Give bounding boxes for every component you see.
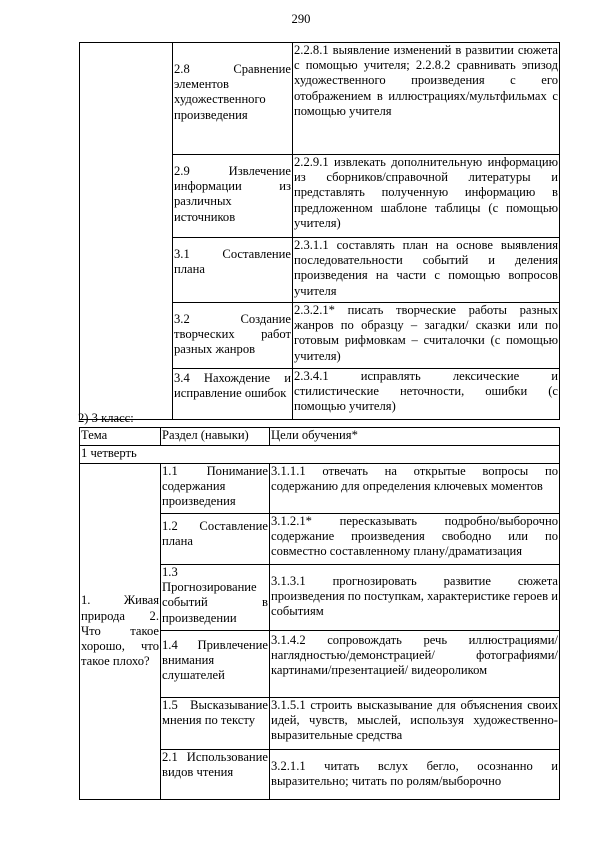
table-header-row [80, 428, 560, 446]
theme-cell-empty [80, 43, 173, 420]
theme-text: 1. Живая природа 2. Что такое хорошо, что такое плохо? [81, 593, 159, 669]
goals-cell: 2.2.8.1 выявление изменений в развитии сюжета с помощью учителя; 2.2.8.2 сравнивать эпизод художественного произведения с его отображением в иллюстрациях/мультфильмах с помощью учителя [293, 43, 560, 155]
section-cell: 1.1 Понимание содержания произведения [161, 464, 270, 514]
header-theme: Тема [80, 428, 161, 446]
goals-cell: 2.3.2.1* писать творческие работы разных жанров по образцу – загадки/ сказки или по готовым рифмовкам – считалочки (с помощью учителя) [293, 303, 560, 369]
goals-cell: 2.2.9.1 извлекать дополнительную информацию из сборников/справочной литературы и представлять полученную информацию в предложенном шаблоне таблицы (с помощью учителя) [293, 155, 560, 238]
goals-cell: 2.3.4.1 исправлять лексические и стилистические неточности, ошибки (с помощью учителя) [293, 369, 560, 420]
section-cell: 2.1 Использование видов чтения [161, 750, 270, 800]
section-cell: 2.9 Извлечение информации из различных источников [173, 155, 293, 238]
goals-cell: 3.1.3.1 прогнозировать развитие сюжета произведения по поступкам, характеристике героев и событиям [270, 565, 560, 631]
section-cell: 3.1 Составление плана [173, 238, 293, 303]
section-cell: 1.5 Высказывание мнения по тексту [161, 698, 270, 750]
section-cell: 1.4 Привлечение внимания слушателей [161, 631, 270, 698]
goals-cell: 3.1.4.2 сопровождать речь иллюстрациями/наглядностью/демонстрацией/ фотографиями/картинами/презентацией/ видеороликом [270, 631, 560, 698]
grade3-caption: 2) 3 класс: [78, 411, 134, 425]
section-cell: 3.4 Нахождение и исправление ошибок [173, 369, 293, 420]
section-cell: 2.8 Сравнение элементов художественного произведения [173, 43, 293, 155]
table-grade3 [79, 427, 560, 800]
section-cell: 1.2 Составление плана [161, 514, 270, 565]
goals-cell: 3.1.1.1 отвечать на открытые вопросы по содержанию для определения ключевых моментов [270, 464, 560, 514]
section-cell: 1.3 Прогнозирование событий в произведении [161, 565, 270, 631]
goals-cell: 3.1.2.1* пересказывать подробно/выборочно содержание произведения свободно или по совместно составленному плану/драматизация [270, 514, 560, 565]
theme-cell [80, 464, 161, 800]
table-row [80, 464, 560, 514]
quarter-label: 1 четверть [80, 446, 560, 464]
table-grade2-continued [79, 42, 560, 420]
header-goals: Цели обучения* [270, 428, 560, 446]
header-section: Раздел (навыки) [161, 428, 270, 446]
table-row [80, 43, 560, 155]
goals-cell: 2.3.1.1 составлять план на основе выявления последовательности событий и деления произведения на части с помощью вопросов учителя [293, 238, 560, 303]
section-cell: 3.2 Создание творческих работ разных жанров [173, 303, 293, 369]
goals-cell: 3.2.1.1 читать вслух бегло, осознанно и выразительно; читать по ролям/выборочно [270, 750, 560, 800]
quarter-row [80, 446, 560, 464]
goals-cell: 3.1.5.1 строить высказывание для объяснения своих идей, чувств, мыслей, используя художественно-выразительные средства [270, 698, 560, 750]
page-number: 290 [291, 12, 311, 26]
